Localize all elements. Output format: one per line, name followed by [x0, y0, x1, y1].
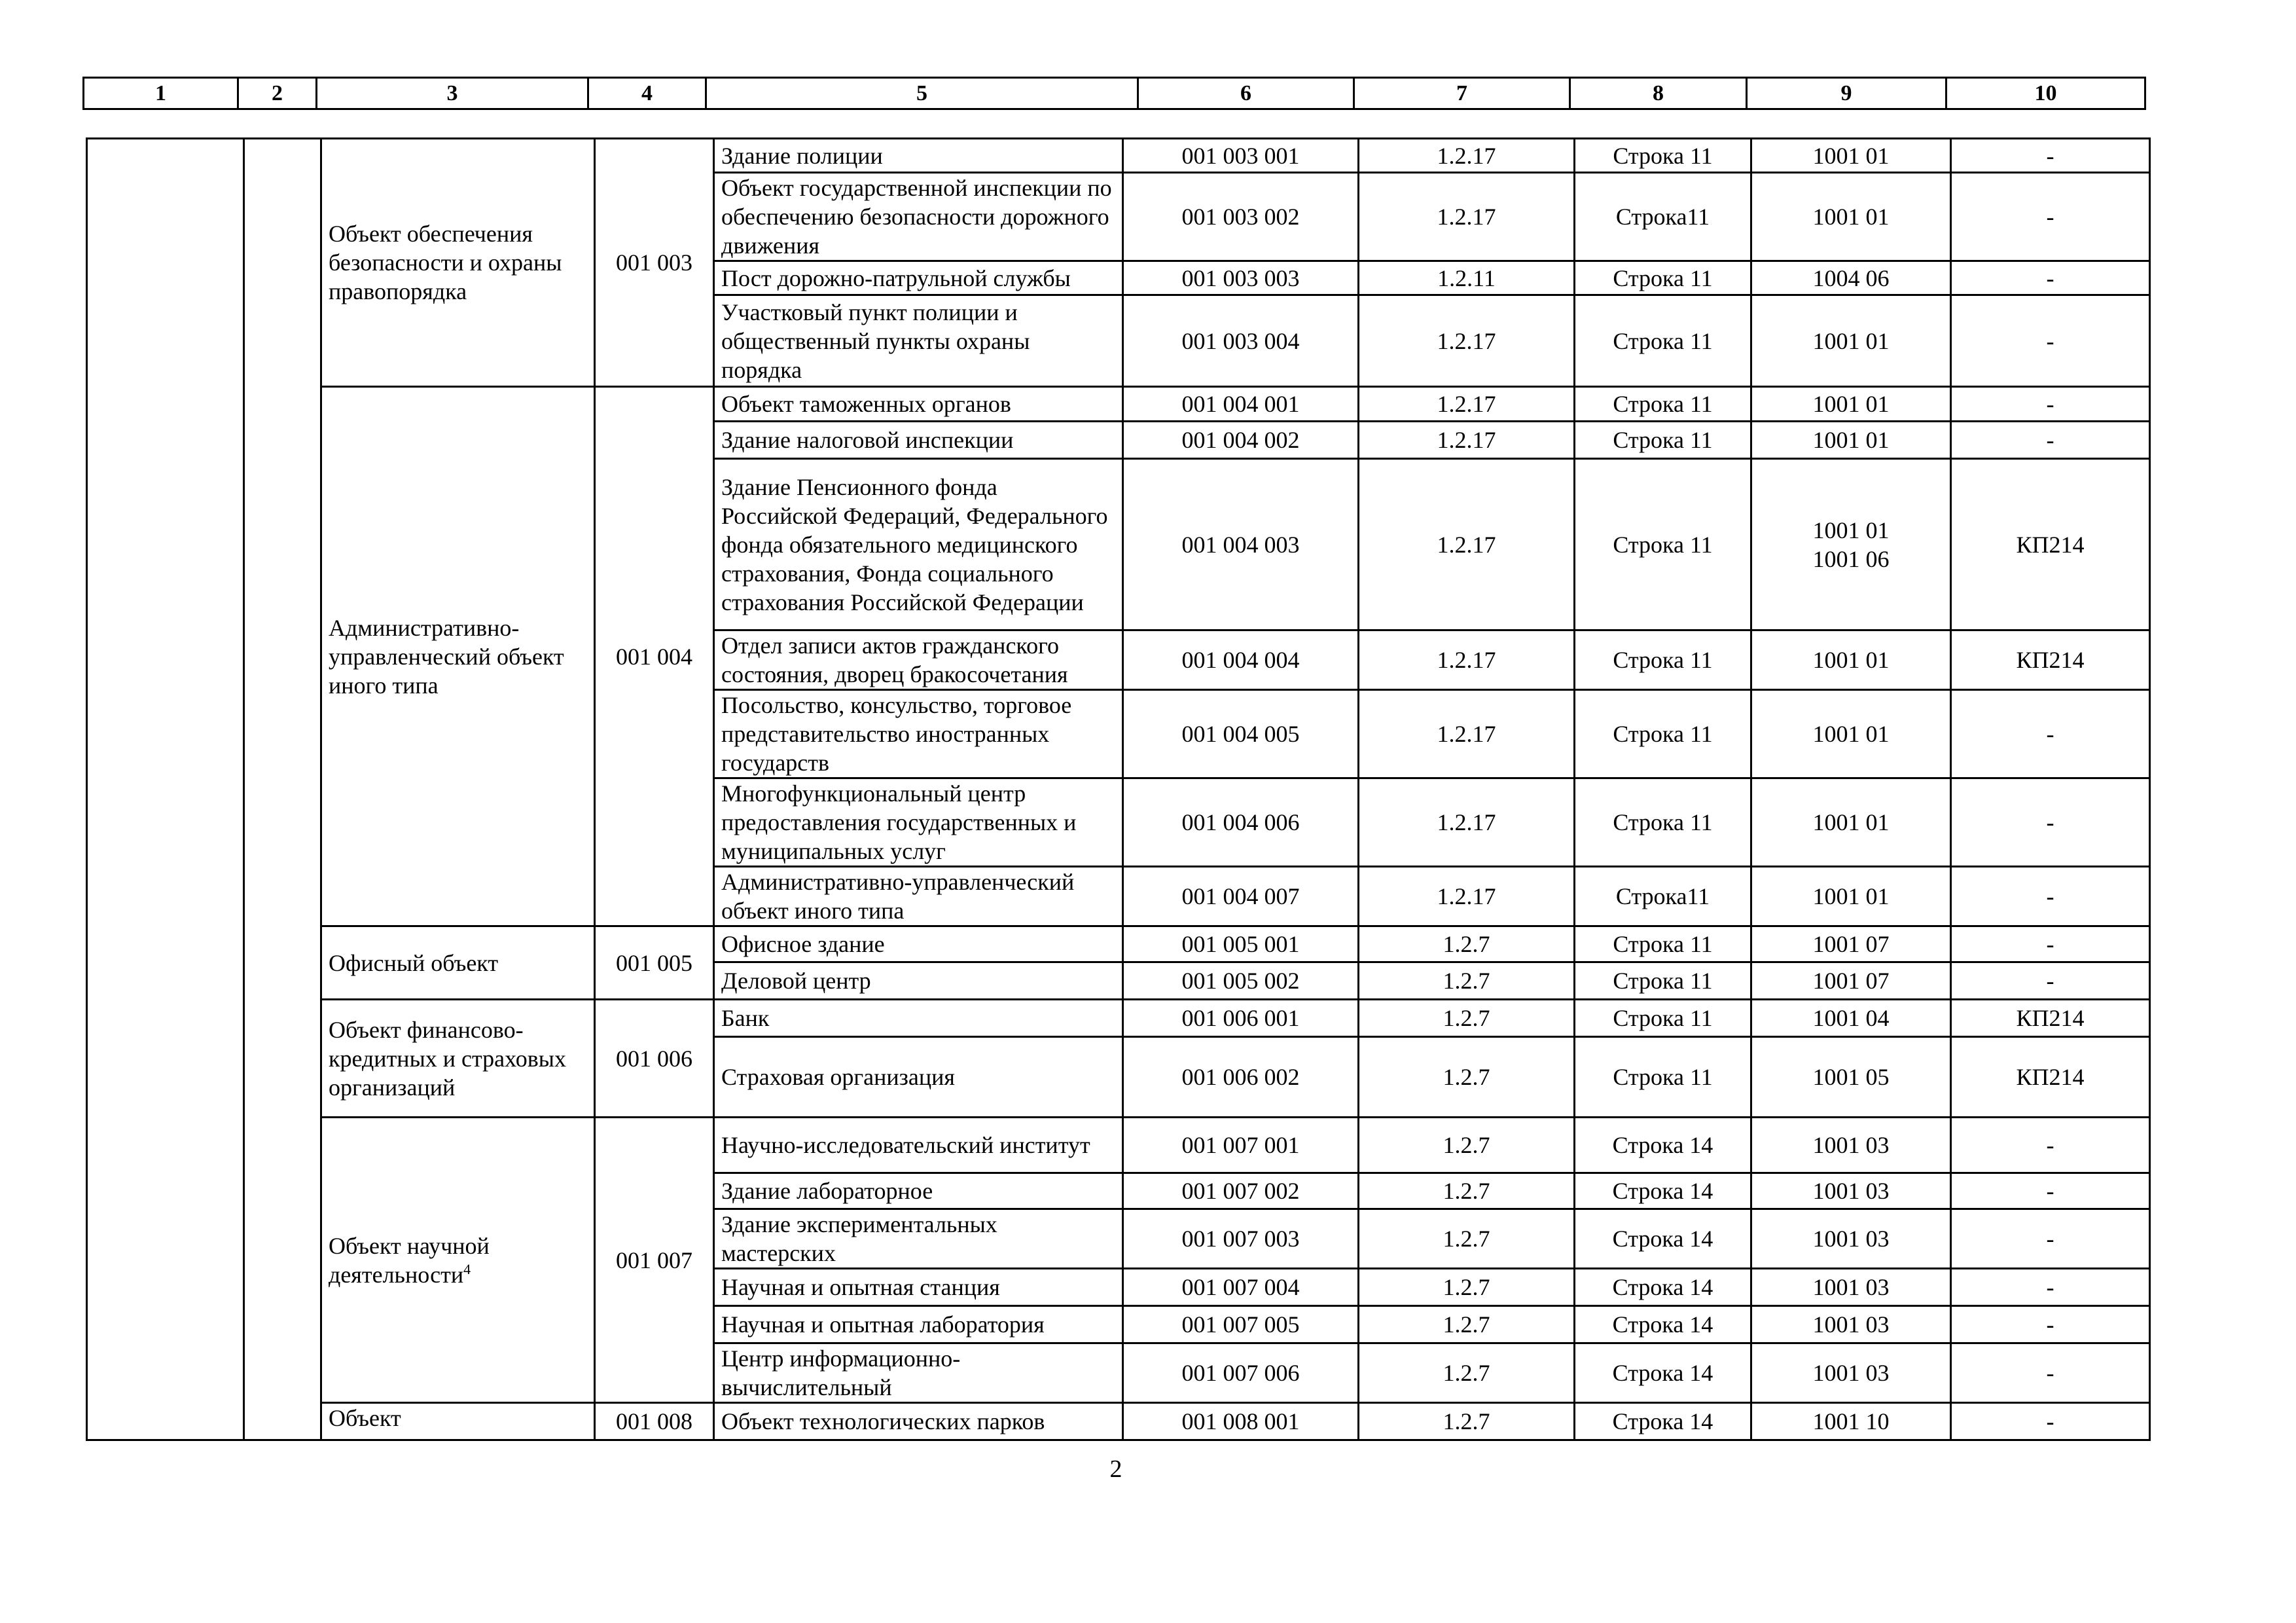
- group-code: 001 006: [595, 1000, 714, 1118]
- note: -: [1951, 387, 2150, 422]
- col-2-empty-cell: [244, 139, 321, 1440]
- object-name: Научная и опытная станция: [714, 1269, 1123, 1306]
- table-row: [87, 1000, 2150, 1037]
- group-name-cell: [321, 1403, 595, 1440]
- object-code: 001 003 002: [1123, 173, 1359, 261]
- row-ref: Строка 11: [1575, 261, 1751, 295]
- note: -: [1951, 962, 2150, 1000]
- reference-code: 1.2.7: [1359, 926, 1575, 962]
- row-ref: Строка11: [1575, 867, 1751, 926]
- header-col-9: 9: [1747, 78, 1946, 109]
- note: -: [1951, 1343, 2150, 1403]
- row-ref: Строка 14: [1575, 1269, 1751, 1306]
- object-code: 001 006 002: [1123, 1037, 1359, 1118]
- object-name: Здание налоговой инспекции: [714, 422, 1123, 459]
- group-name-cell: [321, 387, 595, 926]
- note: -: [1951, 295, 2150, 387]
- okof-code: 1001 01: [1751, 778, 1951, 867]
- object-name: Административно-управленческий объект иного типа: [714, 867, 1123, 926]
- object-name: Центр информационно-вычислительный: [714, 1343, 1123, 1403]
- okof-code: 1001 03: [1751, 1343, 1951, 1403]
- object-name: Здание лабораторное: [714, 1173, 1123, 1209]
- group-name: Административно-управленческий объект иного типа: [329, 614, 564, 699]
- object-name: Офисное здание: [714, 926, 1123, 962]
- group-code: 001 003: [595, 139, 714, 387]
- okof-code: 1001 05: [1751, 1037, 1951, 1118]
- okof-code: 1001 03: [1751, 1306, 1951, 1343]
- table-row: [87, 387, 2150, 422]
- row-ref: Строка 14: [1575, 1343, 1751, 1403]
- table-row: [87, 1403, 2150, 1440]
- note: -: [1951, 1269, 2150, 1306]
- group-code: 001 007: [595, 1118, 714, 1403]
- reference-code: 1.2.7: [1359, 1269, 1575, 1306]
- row-ref: Строка 11: [1575, 139, 1751, 173]
- object-code: 001 006 001: [1123, 1000, 1359, 1037]
- note: -: [1951, 173, 2150, 261]
- header-col-3: 3: [317, 78, 588, 109]
- okof-code: 1001 01: [1751, 422, 1951, 459]
- note: -: [1951, 1118, 2150, 1173]
- reference-code: 1.2.7: [1359, 1306, 1575, 1343]
- row-ref: Строка 11: [1575, 690, 1751, 778]
- object-code: 001 008 001: [1123, 1403, 1359, 1440]
- note: -: [1951, 690, 2150, 778]
- object-code: 001 004 007: [1123, 867, 1359, 926]
- object-code: 001 004 005: [1123, 690, 1359, 778]
- object-code: 001 004 006: [1123, 778, 1359, 867]
- group-code: 001 005: [595, 926, 714, 1000]
- reference-code: 1.2.17: [1359, 387, 1575, 422]
- header-col-10: 10: [1946, 78, 2145, 109]
- okof-code: 1001 07: [1751, 962, 1951, 1000]
- object-name: Объект технологических парков: [714, 1403, 1123, 1440]
- object-code: 001 004 001: [1123, 387, 1359, 422]
- object-code: 001 004 004: [1123, 630, 1359, 690]
- okof-code: 1001 03: [1751, 1173, 1951, 1209]
- reference-code: 1.2.7: [1359, 1403, 1575, 1440]
- row-ref: Строка 11: [1575, 962, 1751, 1000]
- table-row: [87, 1118, 2150, 1173]
- object-name: Участковый пункт полиции и общественный пункты охраны порядка: [714, 295, 1123, 387]
- header-col-5: 5: [706, 78, 1138, 109]
- object-name: Посольство, консульство, торговое представительство иностранных государств: [714, 690, 1123, 778]
- object-code: 001 005 002: [1123, 962, 1359, 1000]
- object-code: 001 007 004: [1123, 1269, 1359, 1306]
- header-col-8: 8: [1570, 78, 1747, 109]
- group-name-cell: [321, 1000, 595, 1118]
- reference-code: 1.2.7: [1359, 1000, 1575, 1037]
- note: КП214: [1951, 1000, 2150, 1037]
- note: -: [1951, 778, 2150, 867]
- okof-code: 1001 01: [1751, 173, 1951, 261]
- reference-code: 1.2.17: [1359, 139, 1575, 173]
- note: КП214: [1951, 630, 2150, 690]
- header-col-6: 6: [1138, 78, 1354, 109]
- reference-code: 1.2.17: [1359, 778, 1575, 867]
- reference-code: 1.2.17: [1359, 459, 1575, 630]
- object-name: Здание Пенсионного фонда Российской Федераций, Федерального фонда обязательного медицинского страхования, Фонда социального страхования Российской Федерации: [714, 459, 1123, 630]
- group-code: 001 004: [595, 387, 714, 926]
- group-name: Объект обеспечения безопасности и охраны правопорядка: [329, 221, 562, 304]
- note: -: [1951, 1306, 2150, 1343]
- okof-code: 1001 01: [1751, 139, 1951, 173]
- column-number-header: [82, 77, 2146, 110]
- object-code: 001 007 006: [1123, 1343, 1359, 1403]
- row-ref: Строка 11: [1575, 630, 1751, 690]
- okof-code: 1001 01: [1751, 630, 1951, 690]
- okof-code: 1001 01 1001 06: [1751, 459, 1951, 630]
- object-code: 001 003 003: [1123, 261, 1359, 295]
- object-code: 001 003 001: [1123, 139, 1359, 173]
- table-row: [87, 926, 2150, 962]
- reference-code: 1.2.7: [1359, 962, 1575, 1000]
- note: КП214: [1951, 1037, 2150, 1118]
- object-name: Банк: [714, 1000, 1123, 1037]
- row-ref: Строка 14: [1575, 1173, 1751, 1209]
- okof-code: 1004 06: [1751, 261, 1951, 295]
- reference-code: 1.2.7: [1359, 1118, 1575, 1173]
- group-name: Объект: [329, 1405, 401, 1431]
- okof-code: 1001 03: [1751, 1118, 1951, 1173]
- row-ref: Строка 11: [1575, 1037, 1751, 1118]
- object-name: Многофункциональный центр предоставления государственных и муниципальных услуг: [714, 778, 1123, 867]
- okof-code: 1001 10: [1751, 1403, 1951, 1440]
- reference-code: 1.2.7: [1359, 1343, 1575, 1403]
- object-code: 001 004 003: [1123, 459, 1359, 630]
- group-code: 001 008: [595, 1403, 714, 1440]
- row-ref: Строка 14: [1575, 1209, 1751, 1269]
- page-number: 2: [1109, 1455, 1122, 1483]
- object-code: 001 005 001: [1123, 926, 1359, 962]
- okof-code: 1001 01: [1751, 690, 1951, 778]
- okof-code: 1001 01: [1751, 867, 1951, 926]
- okof-code: 1001 04: [1751, 1000, 1951, 1037]
- okof-code: 1001 01: [1751, 387, 1951, 422]
- row-ref: Строка 14: [1575, 1306, 1751, 1343]
- reference-code: 1.2.17: [1359, 867, 1575, 926]
- object-name: Отдел записи актов гражданского состояния, дворец бракосочетания: [714, 630, 1123, 690]
- row-ref: Строка 14: [1575, 1118, 1751, 1173]
- row-ref: Строка 11: [1575, 422, 1751, 459]
- object-code: 001 007 003: [1123, 1209, 1359, 1269]
- header-row: [84, 78, 2145, 109]
- row-ref: Строка11: [1575, 173, 1751, 261]
- classification-table: [86, 137, 2151, 1441]
- object-name: Здание полиции: [714, 139, 1123, 173]
- header-col-7: 7: [1354, 78, 1570, 109]
- row-ref: Строка 11: [1575, 1000, 1751, 1037]
- note: -: [1951, 926, 2150, 962]
- reference-code: 1.2.7: [1359, 1209, 1575, 1269]
- reference-code: 1.2.17: [1359, 690, 1575, 778]
- okof-code: 1001 07: [1751, 926, 1951, 962]
- table-body: [87, 139, 2150, 1440]
- reference-code: 1.2.17: [1359, 173, 1575, 261]
- note: -: [1951, 1403, 2150, 1440]
- reference-code: 1.2.17: [1359, 295, 1575, 387]
- group-name-cell: [321, 1118, 595, 1403]
- note: -: [1951, 1173, 2150, 1209]
- group-name: Объект научной деятельности: [329, 1232, 490, 1288]
- row-ref: Строка 11: [1575, 926, 1751, 962]
- object-name: Деловой центр: [714, 962, 1123, 1000]
- note: -: [1951, 867, 2150, 926]
- table-row: [87, 139, 2150, 173]
- reference-code: 1.2.7: [1359, 1173, 1575, 1209]
- header-col-4: 4: [588, 78, 706, 109]
- object-name: Здание экспериментальных мастерских: [714, 1209, 1123, 1269]
- object-code: 001 007 002: [1123, 1173, 1359, 1209]
- object-name: Научно-исследовательский институт: [714, 1118, 1123, 1173]
- note: -: [1951, 422, 2150, 459]
- note: -: [1951, 1209, 2150, 1269]
- object-name: Пост дорожно-патрульной службы: [714, 261, 1123, 295]
- reference-code: 1.2.7: [1359, 1037, 1575, 1118]
- reference-code: 1.2.17: [1359, 422, 1575, 459]
- object-code: 001 004 002: [1123, 422, 1359, 459]
- object-code: 001 003 004: [1123, 295, 1359, 387]
- group-name: Объект финансово-кредитных и страховых организаций: [329, 1016, 566, 1101]
- row-ref: Строка 11: [1575, 459, 1751, 630]
- header-col-2: 2: [238, 78, 317, 109]
- object-name: Научная и опытная лаборатория: [714, 1306, 1123, 1343]
- footnote-marker: 4: [463, 1260, 471, 1277]
- row-ref: Строка 11: [1575, 778, 1751, 867]
- object-code: 001 007 001: [1123, 1118, 1359, 1173]
- header-col-1: 1: [84, 78, 238, 109]
- row-ref: Строка 14: [1575, 1403, 1751, 1440]
- object-name: Страховая организация: [714, 1037, 1123, 1118]
- reference-code: 1.2.17: [1359, 630, 1575, 690]
- note: -: [1951, 261, 2150, 295]
- reference-code: 1.2.11: [1359, 261, 1575, 295]
- row-ref: Строка 11: [1575, 295, 1751, 387]
- col-1-empty-cell: [87, 139, 244, 1440]
- row-ref: Строка 11: [1575, 387, 1751, 422]
- okof-code: 1001 01: [1751, 295, 1951, 387]
- group-name-cell: [321, 139, 595, 387]
- note: КП214: [1951, 459, 2150, 630]
- group-name-cell: [321, 926, 595, 1000]
- note: -: [1951, 139, 2150, 173]
- okof-code: 1001 03: [1751, 1209, 1951, 1269]
- object-name: Объект государственной инспекции по обеспечению безопасности дорожного движения: [714, 173, 1123, 261]
- group-name: Офисный объект: [329, 949, 499, 976]
- object-code: 001 007 005: [1123, 1306, 1359, 1343]
- object-name: Объект таможенных органов: [714, 387, 1123, 422]
- okof-code: 1001 03: [1751, 1269, 1951, 1306]
